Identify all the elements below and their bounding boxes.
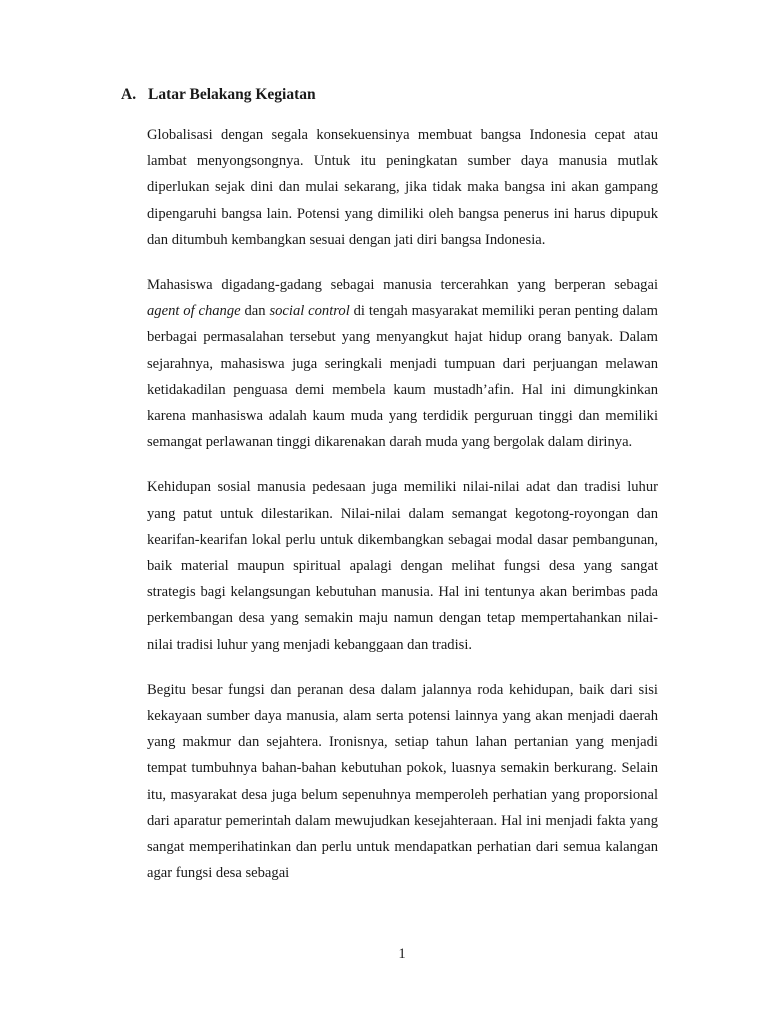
italic-social-control: social control: [269, 303, 350, 320]
paragraph-fungsi-desa: Begitu besar fungsi dan peranan desa dalam jalannya roda kehidupan, baik dari sisi kekayaan sumber daya manusia, alam serta potensi lainnya yang akan menjadi daerah yang makmur dan sejahtera. Ironisnya, setiap tahun lahan pertanian yang menjadi tempat tumbuhnya bahan-bahan kebutuhan pokok, luasnya semakin berkurang. Selain itu, masyarakat desa juga belum sepenuhnya memperoleh perhatian yang proporsional dari aparatur pemerintah dalam mewujudkan kesejahteraan. Hal ini menjadi fakta yang sangat memperihatinkan dan perlu untuk mendapatkan perhatian dari semua kalangan agar fungsi desa sebagai: [147, 681, 658, 882]
paragraph-mahasiswa-end: di tengah masyarakat memiliki peran penting dalam berbagai permasalahan tersebut yang menyangkut hajat hidup orang banyak. Dalam sejarahnya, mahasiswa juga seringkali menjadi tumpuan dari perjuangan melawan ketidakadilan penguasa demi membela kaum mustadh’afin. Hal ini dimungkinkan karena manhasiswa adalah kaum muda yang terdidik perguruan tinggi dan memiliki semangat perlawanan tinggi dikarenakan darah muda yang bergolak dalam dirinya.: [147, 303, 659, 451]
body-text: [147, 122, 658, 905]
page-number: 1: [398, 946, 406, 962]
section-number: A.: [121, 86, 137, 103]
section-title: Latar Belakang Kegiatan: [148, 86, 316, 103]
paragraph-mahasiswa-start: Mahasiswa digadang-gadang sebagai manusia tercerahkan yang berperan sebagai: [147, 277, 658, 294]
section-heading: [121, 86, 316, 104]
paragraph-globalisasi: Globalisasi dengan segala konsekuensinya membuat bangsa Indonesia cepat atau lambat menyongsongnya. Untuk itu peningkatan sumber daya manusia mutlak diperlukan sejak dini dan mulai sekarang, jika tidak maka bangsa ini akan gampang dipengaruhi bangsa lain. Potensi yang dimiliki oleh bangsa penerus ini harus dipupuk dan ditumbuh kembangkan sesuai dengan jati diri bangsa Indonesia.: [147, 127, 658, 248]
paragraph-mahasiswa: [147, 272, 658, 455]
paragraph-kehidupan-sosial: Kehidupan sosial manusia pedesaan juga memiliki nilai-nilai adat dan tradisi luhur yang patut untuk dilestarikan. Nilai-nilai dalam semangat kegotong-royongan dan kearifan-kearifan lokal perlu untuk dikembangkan sebagai modal dasar pembangunan, baik material maupun spiritual apalagi dengan melihat fungsi desa yang sangat strategis bagi kelangsungan kebutuhan manusia. Hal ini tentunya akan berimbas pada perkembangan desa yang semakin maju namun dengan tetap mempertahankan nilai-nilai tradisi luhur yang menjadi kebanggaan dan tradisi.: [147, 479, 658, 653]
italic-agent-of-change: agent of change: [147, 303, 241, 320]
paragraph-mahasiswa-mid: dan: [240, 303, 270, 320]
